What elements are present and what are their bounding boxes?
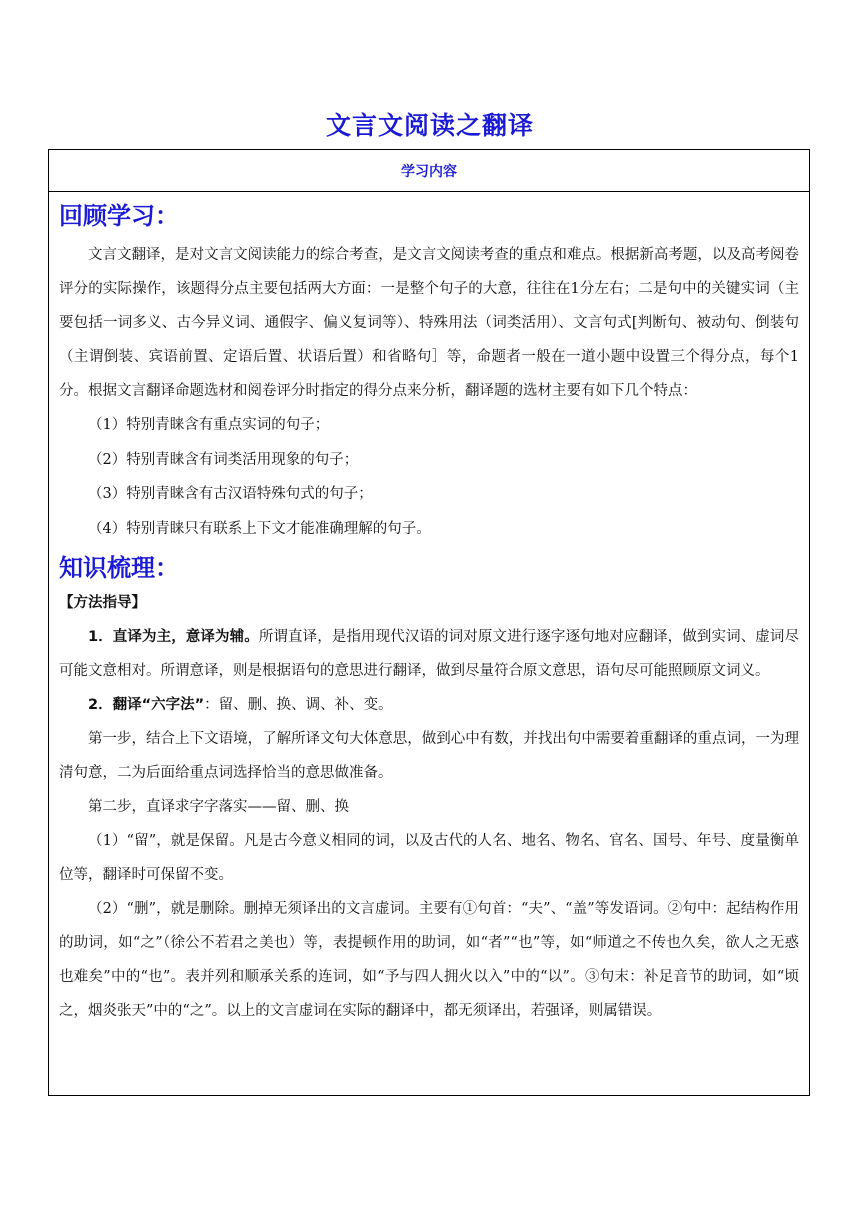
- point-1-lead: 1．直译为主，意译为辅。: [88, 629, 259, 645]
- liu-explanation: （1）“留”，就是保留。凡是古今意义相同的词，以及古代的人名、地名、物名、官名、国号、年号、度量衡单位等，翻译时可保留不变。: [59, 833, 799, 883]
- step-2: 第二步，直译求字字落实——留、删、换: [88, 799, 349, 815]
- review-item-1: （1）特别青睐含有重点实词的句子；: [88, 417, 330, 433]
- review-intro: 文言文翻译，是对文言文阅读能力的综合考查，是文言文阅读考查的重点和难点。根据新高考题，以及高考阅卷评分的实际操作，该题得分点主要包括两大方面：一是整个句子的大意，往往在1分左右；二是句中的关键实词（主要包括一词多义、古今异义词、通假字、偏义复词等）、特殊用法（词类活用）、文言句式[判断句、被动句、倒装句（主谓倒装、宾语前置、定语后置、状语后置）和省略句］等，命题者一般在一道小题中设置三个得分点，每个1分。根据文言翻译命题选材和阅卷评分时指定的得分点来分析，翻译题的选材主要有如下几个特点：: [59, 247, 799, 399]
- table-body: [49, 192, 809, 1028]
- content-table: [48, 149, 810, 1096]
- method-label: 【方法指导】: [59, 595, 146, 611]
- point-2-text: ：留、删、换、调、补、变。: [204, 697, 393, 713]
- document-title: 文言文阅读之翻译: [325, 111, 534, 140]
- table-header: 学习内容: [49, 150, 809, 192]
- method-point-2: [59, 688, 799, 722]
- review-item-2: （2）特别青睐含有词类活用现象的句子；: [88, 451, 359, 468]
- knowledge-heading: 知识梳理：: [59, 554, 179, 582]
- step-1: 第一步，结合上下文语境，了解所译文句大体意思，做到心中有数，并找出句中需要着重翻译的重点词，一为理清句意，二为后面给重点词选择恰当的意思做准备。: [59, 731, 799, 781]
- review-heading: 回顾学习：: [59, 202, 179, 230]
- point-1-text: 所谓直译，是指用现代汉语的词对原文进行逐字逐句地对应翻译，做到实词、虚词尽可能文意相对。所谓意译，则是根据语句的意思进行翻译，做到尽量符合原文意思，语句尽可能照顾原文词义。: [59, 629, 800, 679]
- shan-explanation: （2）“删”，就是删除。删掉无须译出的文言虚词。主要有①句首：“夫”、“盖”等发语词。②句中：起结构作用的助词，如“之”（徐公不若君之美也）等，表提顿作用的助词，如“者”“也”等，如“师道之不传也久矣，欲人之无惑也难矣”中的“也”。表并列和顺承关系的连词，如“予与四人拥火以入”中的“以”。③句末：补足音节的助词，如“顷之，烟炎张天”中的“之”。以上的文言虚词在实际的翻译中，都无须译出，若强译，则属错误。: [59, 901, 799, 1019]
- point-2-lead: 2．翻译“六字法”: [88, 697, 205, 713]
- method-point-1: [59, 620, 799, 688]
- review-item-4: （4）特别青睐只有联系上下文才能准确理解的句子。: [88, 520, 431, 537]
- review-item-3: （3）特别青睐含有古汉语特殊句式的句子；: [88, 486, 373, 502]
